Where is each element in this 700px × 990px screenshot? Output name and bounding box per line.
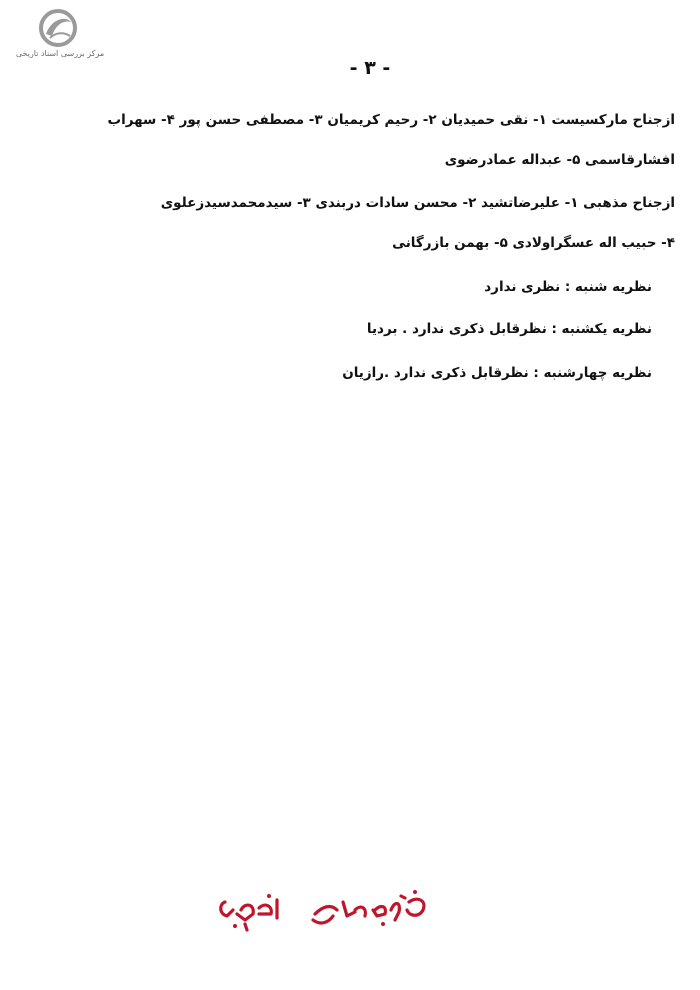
- archive-center-logo-icon: [38, 8, 78, 48]
- sunday-opinion: نظریه یکشنبه : نظرقابل ذکری ندارد . بردیا: [366, 321, 652, 337]
- marxist-faction-line-1: ازجناح مارکسیست ۱- نقی حمیدیان ۲- رحیم کریمیان ۳- مصطفی حسن پور ۴- سهراب: [107, 112, 675, 128]
- marxist-faction-line-2: افشارقاسمی ۵- عبداله عمادرضوی: [444, 152, 675, 168]
- archive-watermark: [8, 8, 112, 58]
- religious-faction-line-1: ازجناح مذهبی ۱- علیرضاتشید ۲- محسن سادات دربندی ۳- سیدمحمدسیدزعلوی: [160, 195, 675, 211]
- handwritten-signature: [205, 880, 435, 940]
- saturday-opinion: نظریه شنبه : نظری ندارد: [484, 279, 652, 295]
- archive-watermark-text: مرکز بررسی اسناد تاریخی: [15, 49, 105, 58]
- wednesday-opinion: نظریه چهارشنبه : نظرقابل ذکری ندارد .رازیان: [342, 365, 652, 381]
- religious-faction-line-2: ۴- حبیب اله عسگراولادی ۵- بهمن بازرگانی: [392, 235, 675, 251]
- page-number: - ۳ -: [349, 57, 391, 79]
